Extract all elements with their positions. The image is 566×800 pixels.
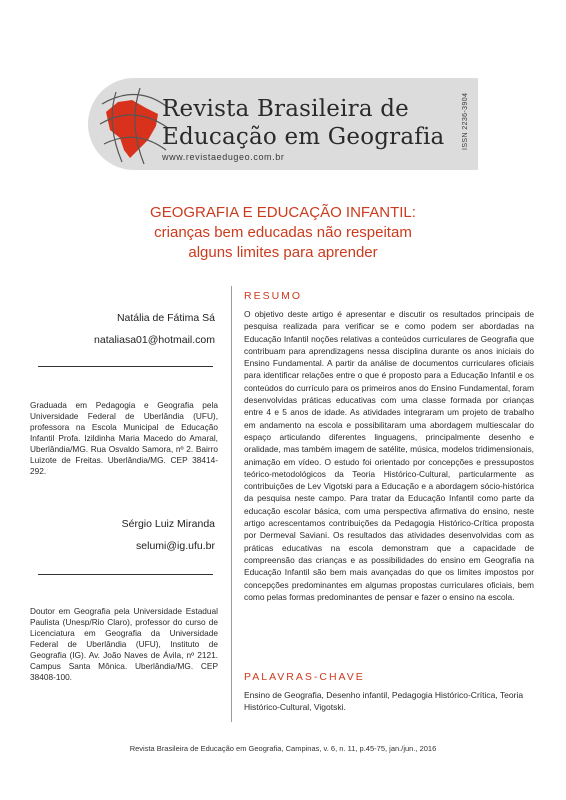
keywords-heading: PALAVRAS-CHAVE [244,671,365,683]
abstract-text: O objetivo deste artigo é apresentar e discutir os resultados principais de pesquisa realizada para verificar se e como podem ser abordadas na Educação Infantil noções relativas a conteúdos curriculares de Geografia que contribuam para aprendizagens nessa disciplina durante os anos iniciais do Ensino Fundamental. A partir da análise de documentos curriculares oficiais para identificar relações entre o que é proposto para a Educação Infantil e os conteúdos do currículo para os primeiros anos do Ensino Fundamental, foram desenvolvidas práticas educativas com uma classe formada por crianças entre 4 e 5 anos de idade. As atividades integraram um projeto de trabalho em andamento na escola e possibilitaram uma abordagem multiescalar do espaço articulando diferentes linguagens, principalmente desenho e oralidade, mas também imagem de satélite, música, modelos tridimensionais, animação em vídeo. O estudo foi orientado por concepções e pressupostos teórico-metodológicos da Teoria Histórico-Cultural, particularmente as contribuições de Lev Vigotski para a Educação e a abordagem sócio-histórica da pesquisa neste campo. Para tratar da Educação Infantil como parte da educação escolar básica, com uma perspectiva afirmativa do ensino, neste artigo acrescentamos contribuições da Pedagogia Histórico-Crítica proposta por Dermeval Saviani. Os resultados das atividades desenvolvidas com as práticas educativas na escola demonstram que a capacidade de compreensão das crianças e as possibilidades do ensino em Geografia na Educação Infantil são bem mais avançadas do que os limites impostos por concepções predominantes em algumas propostas curriculares oficiais, bem como pelas formas predominantes de pensar e fazer o ensino na escola. [244,309,534,602]
article-title-line2: crianças bem educadas não respeitam [154,224,412,241]
column-divider [231,286,232,722]
author-email[interactable]: selumi@ig.ufu.br [136,540,215,552]
article-title-line1: GEOGRAFIA E EDUCAÇÃO INFANTIL: [150,204,416,221]
keywords-text: Ensino de Geografia, Desenho infantil, Pedagogia Histórico-Crítica, Teoria Histórico-Cultural, Vigotski. [244,690,524,712]
author-divider [38,366,213,367]
article-title-line3: alguns limites para aprender [188,244,378,261]
footer-citation: Revista Brasileira de Educação em Geografia, Campinas, v. 6, n. 11, p.45-75, jan./jun., 2016 [129,744,437,753]
author-name: Natália de Fátima Sá [116,312,215,324]
author-name: Sérgio Luiz Miranda [121,518,215,530]
journal-url[interactable]: www.revistaedugeo.com.br [162,152,285,162]
author-divider [38,574,213,575]
journal-title-line1: Revista Brasileira de [162,96,409,122]
issn-label: ISSN 2236-3904 [462,92,469,150]
brazil-map-logo-icon [96,84,170,166]
author-email[interactable]: nataliasa01@hotmail.com [94,334,215,346]
author-bio: Graduada em Pedagogia e Geografia pela Universidade Federal de Uberlândia (UFU), professora na Escola Municipal de Educação Infantil Profa. Izildinha Maria Macedo do Amaral, Uberlândia/MG. Rua Osvaldo Samora, nº 2. Bairro Luizote de Freitas. Uberlândia/MG. CEP 38414-292. [30,400,218,476]
author-bio: Doutor em Geografia pela Universidade Estadual Paulista (Unesp/Rio Claro), professor do curso de Licenciatura em Geografia da Universidade Federal de Uberlândia (UFU), Instituto de Geografia (IG). Av. João Naves de Ávila, nº 2121. Campus Santa Mônica. Uberlândia/MG. CEP 38408-100. [30,606,218,682]
journal-title-line2: Educação em Geografia [162,124,445,150]
abstract-heading: RESUMO [244,290,303,302]
